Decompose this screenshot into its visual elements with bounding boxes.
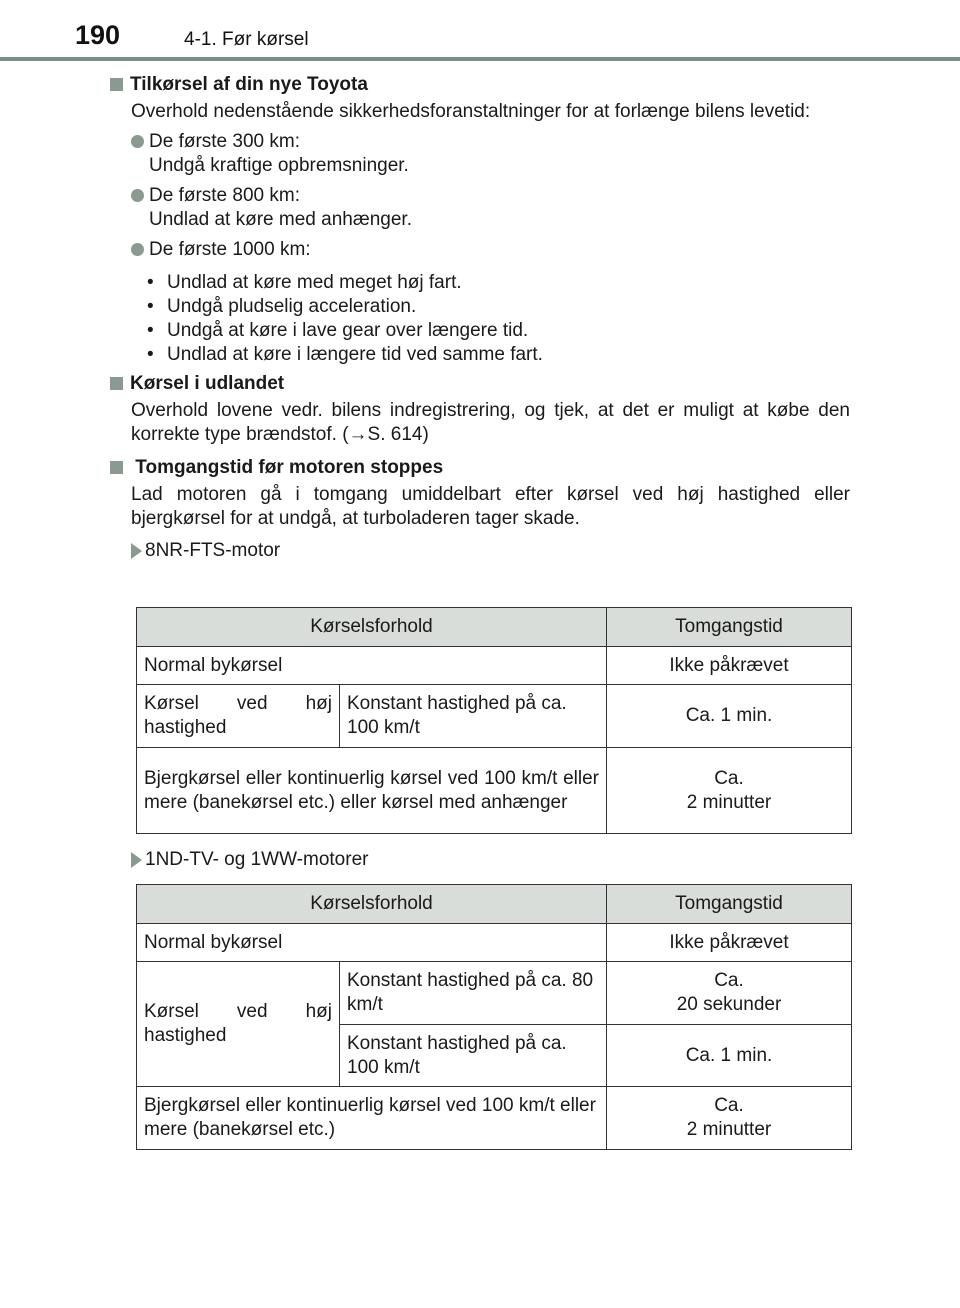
square-bullet-icon — [110, 461, 123, 474]
circle-bullet-icon — [131, 243, 144, 256]
list-item: De første 300 km: Undgå kraftige opbremsninger. — [131, 130, 850, 178]
square-bullet-icon — [110, 78, 123, 91]
engine-label-2: 1ND-TV- og 1WW-motorer — [131, 848, 368, 872]
idle-table-8nr — [136, 607, 852, 834]
table-header: Kørselsforhold — [137, 885, 607, 924]
triangle-arrow-icon — [131, 852, 142, 868]
main-content — [110, 73, 850, 563]
circle-bullet-icon — [131, 189, 144, 202]
idle-table-1nd-1ww — [136, 884, 852, 1150]
list-item: De første 800 km: Undlad at køre med anhænger. — [131, 184, 850, 232]
page-number: 190 — [75, 20, 121, 50]
list-item: De første 1000 km: — [131, 238, 850, 262]
sub-list-item: • Undgå pludselig acceleration. — [147, 296, 417, 317]
triangle-arrow-icon — [131, 543, 142, 559]
abroad-text: Overhold lovene vedr. bilens indregistrering, og tjek, at det er muligt at købe den korrekte type brændstof. (→S. 614) — [131, 400, 850, 445]
sub-list-item: • Undlad at køre med meget høj fart. — [147, 272, 462, 293]
table-row: Normal bykørsel Ikke påkrævet — [137, 924, 852, 962]
table-header: Kørselsforhold — [137, 608, 607, 647]
table-header: Tomgangstid — [607, 608, 852, 647]
heading-abroad: Kørsel i udlandet — [110, 372, 850, 396]
table-row: Kørsel ved høj hastighed Konstant hastighed på ca. 100 km/t Ca. 1 min. — [137, 685, 852, 748]
section-title: 4-1. Før kørsel — [184, 29, 309, 50]
table-row: Kørsel ved høj hastighed Konstant hastighed på ca. 80 km/t Ca. 20 sekunder — [137, 962, 852, 1025]
table-row: Bjergkørsel eller kontinuerlig kørsel ved 100 km/t eller mere (banekørsel etc.) eller kørsel med anhænger Ca. 2 minutter — [137, 748, 852, 834]
sub-list-item: • Undgå at køre i lave gear over længere tid. — [147, 320, 529, 341]
heading-break-in: Tilkørsel af din nye Toyota — [110, 73, 850, 97]
table-row: Bjergkørsel eller kontinuerlig kørsel ved 100 km/t eller mere (banekørsel etc.) Ca. 2 minutter — [137, 1087, 852, 1150]
sub-list — [147, 271, 850, 367]
break-in-intro: Overhold nedenstående sikkerhedsforanstaltninger for at forlænge bilens levetid: — [131, 101, 811, 122]
engine-label-1: 8NR-FTS-motor — [131, 539, 850, 563]
header-rule — [0, 57, 960, 61]
heading-idle-time: Tomgangstid før motoren stoppes — [110, 456, 850, 480]
sub-list-item: • Undlad at køre i længere tid ved samme fart. — [147, 344, 543, 365]
table-row: Normal bykørsel Ikke påkrævet — [137, 647, 852, 685]
table-header: Tomgangstid — [607, 885, 852, 924]
page-header — [0, 0, 960, 62]
circle-bullet-icon — [131, 135, 144, 148]
square-bullet-icon — [110, 377, 123, 390]
table-row: Konstant hastighed på ca. 100 km/t Ca. 1 min. — [137, 1025, 852, 1087]
idle-text: Lad motoren gå i tomgang umiddelbart efter kørsel ved høj hastighed eller bjergkørsel for at undgå, at turboladeren tager skade. — [131, 484, 850, 529]
